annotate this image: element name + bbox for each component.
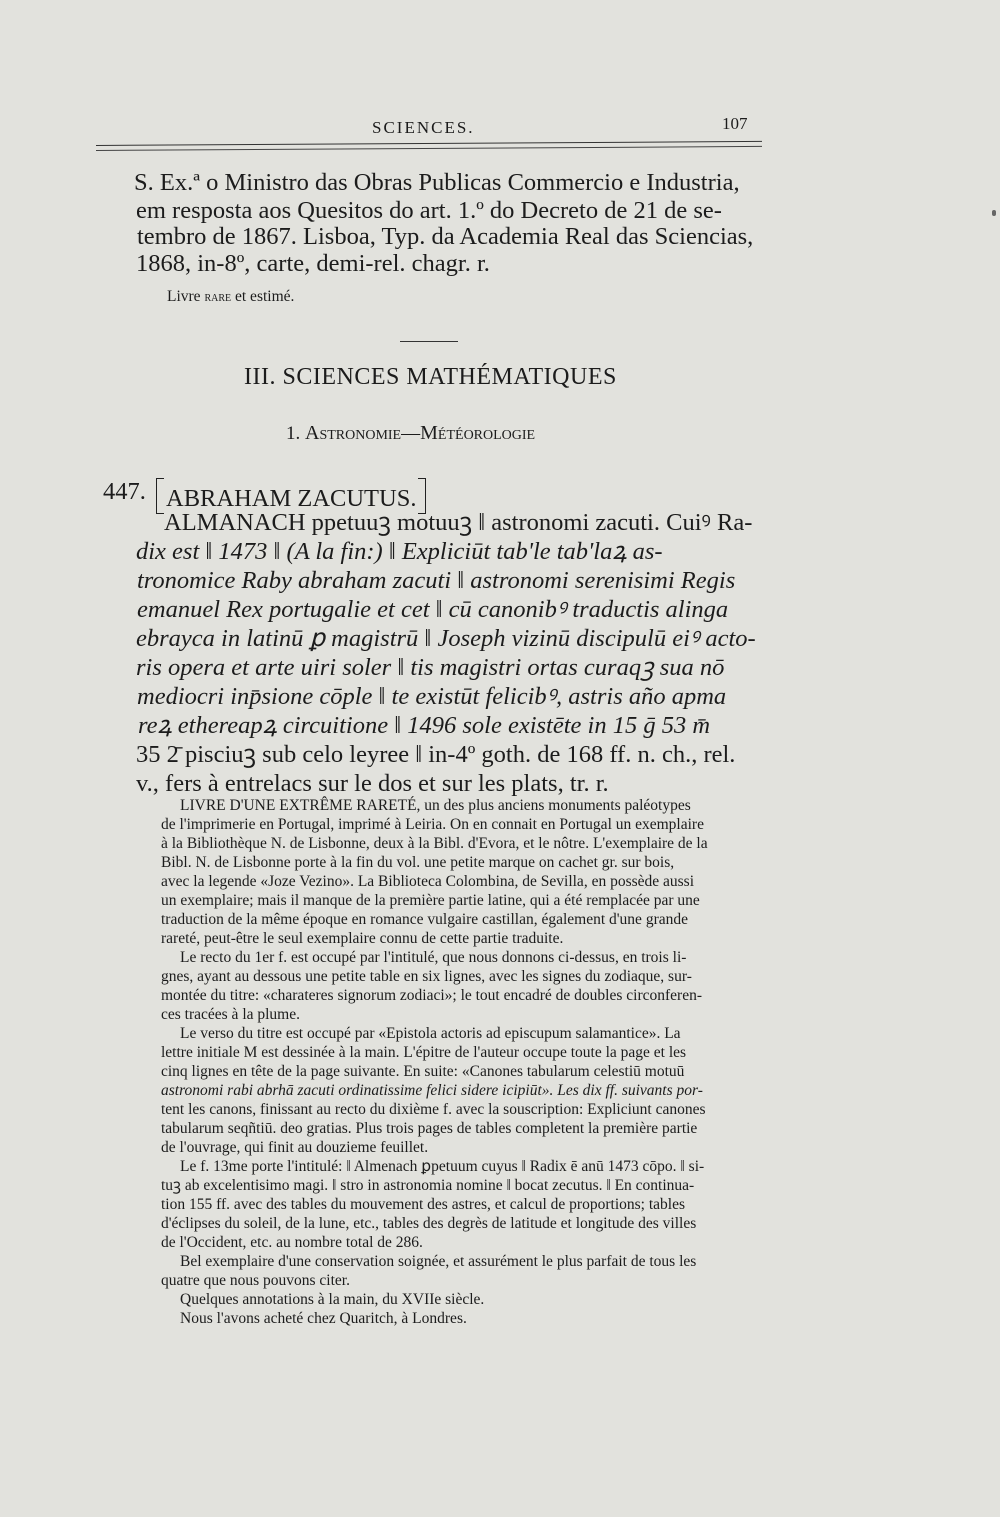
note-line: avec la legende «Joze Vezino». La Biblioteca Colombina, de Sevilla, en possède aussi <box>161 873 695 890</box>
entry-number: 447. <box>103 478 146 505</box>
note-line: Le recto du 1er f. est occupé par l'intitulé, que nous donnons ci-dessus, en trois li- <box>180 949 687 966</box>
note-line: de l'Occident, etc. au nombre total de 286. <box>161 1234 423 1251</box>
note-line: tabularum seqñtiū. deo gratias. Plus trois pages de tables completent la première partie <box>161 1120 698 1137</box>
note-line: cinq lignes en tête de la page suivante. En suite: «Canones tabularum celestiū motuū <box>161 1063 685 1080</box>
note-line: astronomi rabi abrhā zacuti ordinatissime felici sidere icipiūt». Les dix ff. suivants por- <box>161 1082 703 1099</box>
entry-line: dix est ‖ 1473 ‖ (A la fin:) ‖ Expliciūt tab'le tab'laꝝ as- <box>136 538 663 565</box>
entry-line: ebrayca in latinū ꝑ magistrū ‖ Joseph vizinū discipulū eiꝰ acto- <box>136 625 756 652</box>
note-line: quatre que nous pouvons citer. <box>161 1272 350 1289</box>
note-line: traduction de la même époque en romance vulgaire castillan, également d'une grande <box>161 911 688 928</box>
note-line: montée du titre: «charateres signorum zodiaci»; le tout encadré de doubles circonferen- <box>161 987 702 1004</box>
note-line: tuꝫ ab excelentisimo magi. ‖ stro in astronomia nomine ‖ bocat zecutus. ‖ En continua- <box>161 1177 695 1194</box>
continuation-line: em resposta aos Quesitos do art. 1.º do Decreto de 21 de se- <box>136 197 722 224</box>
entry-line: 35 2̄ pisciuꝫ sub celo leyree ‖ in-4º goth. de 168 ff. n. ch., rel. <box>136 741 736 768</box>
running-title: SCIENCES. <box>372 118 475 137</box>
note-line: de l'ouvrage, qui finit au douzieme feuillet. <box>161 1139 429 1156</box>
note-line: de l'imprimerie en Portugal, imprimé à Leiria. On en connait en Portugal un exemplaire <box>161 816 704 833</box>
entry-line: tronomice Raby abraham zacuti ‖ astronomi serenisimi Regis <box>137 567 736 594</box>
continuation-line: tembro de 1867. Lisboa, Typ. da Academia Real das Sciencias, <box>137 223 754 250</box>
section-divider <box>400 341 458 342</box>
entry-author: ABRAHAM ZACUTUS. <box>156 478 426 514</box>
note-line: Le verso du titre est occupé par «Epistola actoris ad episcupum salamantice». La <box>180 1025 681 1042</box>
continuation-line: 1868, in-8º, carte, demi-rel. chagr. r. <box>136 250 490 277</box>
continuation-line: S. Ex.ª o Ministro das Obras Publicas Commercio e Industria, <box>134 169 740 196</box>
note-line: gnes, ayant au dessous une petite table en six lignes, avec les signes du zodiaque, sur- <box>161 968 692 985</box>
note-line: à la Bibliothèque N. de Lisbonne, deux à la Bibl. d'Evora, et le nôtre. L'exemplaire de la <box>161 835 708 852</box>
note-line: Nous l'avons acheté chez Quaritch, à Londres. <box>180 1310 467 1327</box>
header-rule <box>96 141 762 146</box>
note-line: tion 155 ff. avec des tables du mouvement des astres, et calcul de proportions; tables <box>161 1196 685 1213</box>
open-bracket <box>156 478 164 514</box>
entry-line: v., fers à entrelacs sur le dos et sur les plats, tr. r. <box>136 770 609 797</box>
subsection-title: 1. Astronomie—Météorologie <box>286 422 536 444</box>
header-rule-thin <box>96 146 762 151</box>
note-line: rareté, peut-être le seul exemplaire connu de cette partie traduite. <box>161 930 564 947</box>
note-line: ces tracées à la plume. <box>161 1006 300 1023</box>
rarity-note: Livre rare et estimé. <box>167 288 295 305</box>
note-line: Le f. 13me porte l'intitulé: ‖ Almenach ꝑpetuum cuyus ‖ Radix ē anū 1473 cōpo. ‖ si- <box>180 1158 705 1175</box>
note-line: Bel exemplaire d'une conservation soignée, et assurément le plus parfait de tous les <box>180 1253 697 1270</box>
note-line: tent les canons, finissant au recto du dixième f. avec la souscription: Expliciunt canones <box>161 1101 706 1118</box>
page-number: 107 <box>722 114 748 133</box>
rarity-word: rare <box>204 290 232 305</box>
note-line: Quelques annotations à la main, du XVIIe siècle. <box>180 1291 485 1308</box>
entry-line: reꝝ ethereарꝝ circuitione ‖ 1496 sole existēte in 15 ḡ 53 m̄ <box>138 712 711 739</box>
note-line: lettre initiale M est dessinée à la main. L'épitre de l'auteur occupe toute la page et les <box>161 1044 687 1061</box>
note-line: d'éclipses du soleil, de la lune, etc., tables des degrès de latitude et longitude des villes <box>161 1215 697 1232</box>
note-line: Bibl. N. de Lisbonne porte à la fin du vol. une petite marque on cachet gr. sur bois, <box>161 854 675 871</box>
entry-line: ris opera et arte uiri soler ‖ tis magistri ortas curaqꝫ sua nō <box>136 654 725 681</box>
entry-line: ALMANACH ppetuuꝫ motuuꝫ ‖ astronomi zacuti. Cuiꝰ Ra- <box>164 509 753 536</box>
section-title: III. SCIENCES MATHÉMATIQUES <box>244 364 617 390</box>
note-line: LIVRE D'UNE EXTRÊME RARETÉ, un des plus anciens monuments paléotypes <box>180 797 691 814</box>
note-line: un exemplaire; mais il manque de la première partie latine, qui a été remplacée par une <box>161 892 700 909</box>
entry-line: emanuel Rex portugalie et cet ‖ cū canonibꝰ traductis alinga <box>137 596 729 623</box>
scan-speck <box>992 210 996 216</box>
entry-line: mediocri inp̄sione cōple ‖ te existūt felicibꝰ, astris año apma <box>137 683 727 710</box>
